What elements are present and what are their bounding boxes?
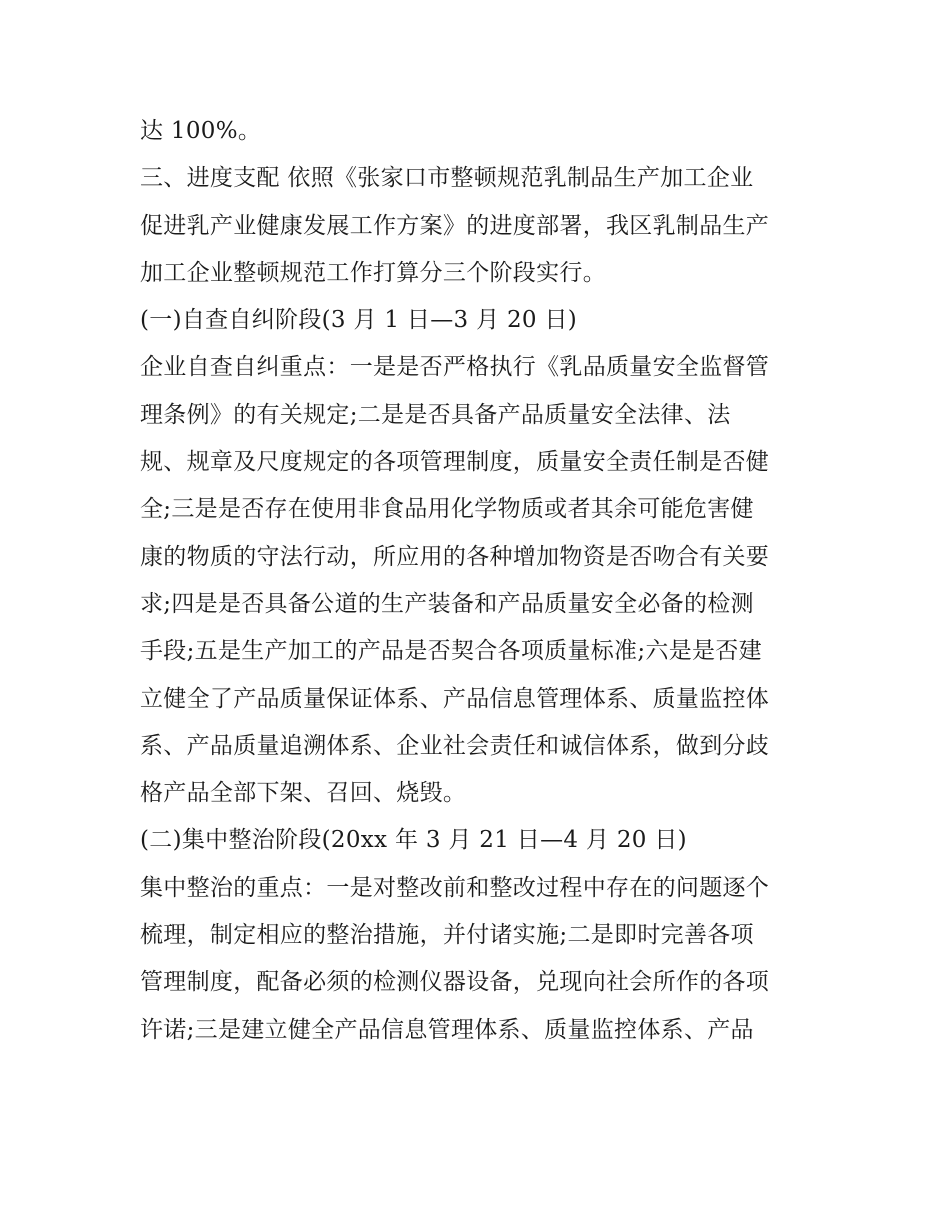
text-line: 全;三是是否存在使用非食品用化学物质或者其余可能危害健 — [140, 496, 754, 523]
text-line: 手段;五是生产加工的产品是否契合各项质量标准;六是是否建 — [140, 638, 762, 665]
text-line: 集中整治的重点：一是对整改前和整改过程中存在的问题逐个 — [140, 874, 770, 901]
text-line: 规、规章及尺度规定的各项管理制度，质量安全责任制是否健 — [140, 449, 770, 476]
text-line: 梳理，制定相应的整治措施，并付诸实施;二是即时完善各项 — [140, 922, 754, 949]
text-line: 格产品全部下架、召回、烧毁。 — [140, 780, 467, 807]
text-line: 系、产品质量追溯体系、企业社会责任和诚信体系，做到分歧 — [140, 732, 770, 759]
text-line: 理条例》的有关规定;二是是否具备产品质量安全法律、法 — [140, 401, 731, 428]
text-line: 企业自查自纠重点：一是是否严格执行《乳品质量安全监督管 — [140, 354, 770, 381]
text-line: 康的物质的守法行动，所应用的各种增加物资是否吻合有关要 — [140, 543, 770, 570]
text-line: 促进乳产业健康发展工作方案》的进度部署，我区乳制品生产 — [140, 212, 770, 239]
text-line: 求;四是是否具备公道的生产装备和产品质量安全必备的检测 — [140, 590, 754, 617]
document-body — [140, 108, 820, 1054]
text-line: 许诺;三是建立健全产品信息管理体系、质量监控体系、产品 — [140, 1016, 754, 1043]
text-line: 立健全了产品质量保证体系、产品信息管理体系、质量监控体 — [140, 685, 770, 712]
text-line: 管理制度，配备必须的检测仪器设备，兑现向社会所作的各项 — [140, 969, 770, 996]
text-line: 达 100%。 — [140, 118, 262, 144]
section-heading-progress: 三、进度支配 依照《张家口市整顿规范乳制品生产加工企业 — [140, 165, 754, 192]
text-line: 加工企业整顿规范工作打算分三个阶段实行。 — [140, 259, 606, 286]
subheading-rectification-stage: (二)集中整治阶段(20xx 年 3 月 21 日—4 月 20 日) — [140, 827, 687, 854]
subheading-self-check-stage: (一)自查自纠阶段(3 月 1 日—3 月 20 日) — [140, 307, 578, 334]
